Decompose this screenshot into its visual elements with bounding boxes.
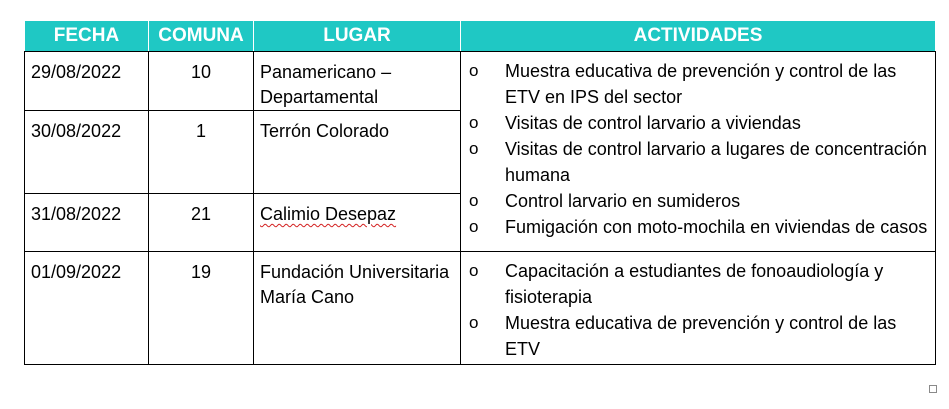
activities-list bbox=[465, 58, 929, 240]
header-lugar: LUGAR bbox=[254, 21, 461, 52]
cell-lugar: Panamericano – Departamental bbox=[254, 52, 461, 111]
list-item bbox=[465, 214, 929, 240]
cell-comuna: 21 bbox=[149, 194, 254, 252]
cell-comuna: 19 bbox=[149, 252, 254, 365]
misspelled-place-name: Calimio Desepaz bbox=[260, 204, 397, 224]
table-row bbox=[25, 252, 936, 365]
activities-table bbox=[24, 20, 936, 365]
activity-text: Visitas de control larvario a viviendas bbox=[505, 113, 801, 133]
list-item bbox=[465, 258, 929, 310]
header-row bbox=[25, 21, 936, 52]
list-item bbox=[465, 110, 929, 136]
list-item bbox=[465, 188, 929, 214]
list-item bbox=[465, 58, 929, 110]
cell-lugar bbox=[254, 194, 461, 252]
header-comuna: COMUNA bbox=[149, 21, 254, 52]
list-item bbox=[465, 310, 929, 362]
cell-fecha: 01/09/2022 bbox=[25, 252, 149, 365]
circle-bullet-icon: o bbox=[469, 313, 479, 332]
header-fecha: FECHA bbox=[25, 21, 149, 52]
activity-text: Capacitación a estudiantes de fonoaudiología y fisioterapia bbox=[505, 261, 884, 307]
cell-actividades bbox=[461, 52, 936, 252]
cell-fecha: 29/08/2022 bbox=[25, 52, 149, 111]
circle-bullet-icon: o bbox=[469, 139, 479, 158]
cell-lugar: Fundación Universitaria María Cano bbox=[254, 252, 461, 365]
activity-text: Muestra educativa de prevención y control de las ETV en IPS del sector bbox=[505, 61, 897, 107]
circle-bullet-icon: o bbox=[469, 217, 479, 236]
circle-bullet-icon: o bbox=[469, 261, 479, 280]
cell-fecha: 31/08/2022 bbox=[25, 194, 149, 252]
activity-text: Muestra educativa de prevención y control de las ETV bbox=[505, 313, 897, 359]
circle-bullet-icon: o bbox=[469, 61, 479, 80]
list-item bbox=[465, 136, 929, 188]
cell-comuna: 10 bbox=[149, 52, 254, 111]
cell-fecha: 30/08/2022 bbox=[25, 111, 149, 194]
activity-text: Fumigación con moto-mochila en viviendas de casos bbox=[505, 217, 928, 237]
table-resize-handle[interactable] bbox=[929, 385, 937, 393]
activity-text: Control larvario en sumideros bbox=[505, 191, 741, 211]
table-row bbox=[25, 52, 936, 111]
circle-bullet-icon: o bbox=[469, 191, 479, 210]
header-actividades: ACTIVIDADES bbox=[461, 21, 936, 52]
cell-actividades bbox=[461, 252, 936, 365]
circle-bullet-icon: o bbox=[469, 113, 479, 132]
activity-text: Visitas de control larvario a lugares de concentración humana bbox=[505, 139, 927, 185]
activities-list bbox=[465, 258, 929, 362]
cell-comuna: 1 bbox=[149, 111, 254, 194]
cell-lugar: Terrón Colorado bbox=[254, 111, 461, 194]
